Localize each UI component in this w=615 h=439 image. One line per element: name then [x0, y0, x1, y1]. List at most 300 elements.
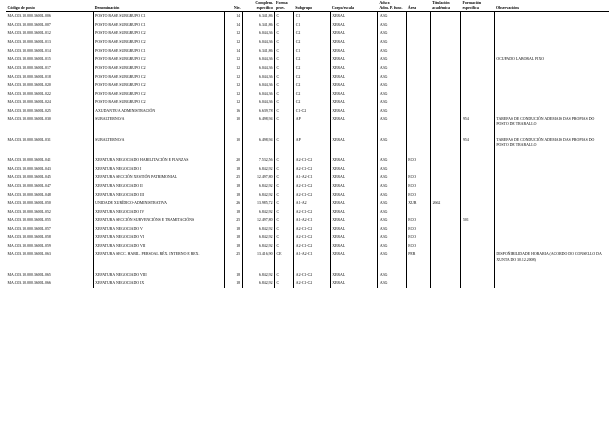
cell-position-denomination: POSTO BASE SUBGRUPO C1: [93, 12, 225, 21]
cell-public-admin-attachment: A3G: [378, 216, 406, 225]
cell-position-level: 25: [225, 250, 242, 271]
table-row: [6, 182, 609, 191]
cell-public-admin-attachment: A3G: [378, 21, 406, 30]
cell-position-denomination: XEFATURA NEGOCIADO II: [93, 182, 225, 191]
cell-position-denomination: XEFATURA NEGOCIADO VII: [93, 242, 225, 251]
cell-provision-form: C: [275, 64, 294, 73]
cell-academic-qualification: [431, 242, 461, 251]
table-row: [6, 136, 609, 157]
cell-provision-form: C: [275, 107, 294, 116]
cell-provision-form: C: [275, 29, 294, 38]
cell-position-level: 25: [225, 216, 242, 225]
cell-specific-training: 501: [461, 216, 494, 225]
cell-observations: [494, 90, 609, 99]
cell-position-level: 14: [225, 12, 242, 21]
cell-position-level: 18: [225, 233, 242, 242]
table-row: [6, 98, 609, 107]
cell-position-level: 14: [225, 46, 242, 55]
cell-specific-complement: 13.416,90: [242, 250, 274, 271]
cell-public-admin-attachment: A3G: [378, 38, 406, 47]
cell-observations: [494, 72, 609, 81]
cell-specific-training: [461, 165, 494, 174]
cell-public-admin-attachment: A3G: [378, 55, 406, 64]
header-nivel: [225, 0, 242, 12]
cell-subgroup: C2: [294, 55, 330, 64]
cell-position-denomination: POSTO BASE SUBGRUPO C2: [93, 81, 225, 90]
cell-academic-qualification: [431, 29, 461, 38]
cell-specific-complement: 6.639,78: [242, 107, 274, 116]
cell-specific-training: [461, 29, 494, 38]
cell-specific-complement: 6.044,36: [242, 29, 274, 38]
cell-position-denomination: XEFATURA NEGOCIADO III: [93, 190, 225, 199]
cell-subgroup: A1-A2-C1: [294, 250, 330, 271]
cell-provision-form: C: [275, 225, 294, 234]
cell-specific-training: [461, 21, 494, 30]
cell-functional-area: PER: [406, 250, 430, 271]
cell-subgroup: A2-C1-C2: [294, 271, 330, 280]
header-denominacion-label: Denominación: [94, 5, 120, 10]
cell-corps-scale: XERAL: [330, 64, 378, 73]
cell-specific-complement: 12.497,80: [242, 173, 274, 182]
cell-specific-training: [461, 90, 494, 99]
cell-specific-complement: 6.044,36: [242, 72, 274, 81]
cell-provision-form: C: [275, 115, 294, 136]
cell-provision-form: C: [275, 242, 294, 251]
cell-corps-scale: XERAL: [330, 225, 378, 234]
cell-observations: [494, 29, 609, 38]
cell-specific-complement: 13.985,72: [242, 199, 274, 208]
cell-functional-area: [406, 279, 430, 288]
cell-specific-training: 954: [461, 115, 494, 136]
cell-specific-training: [461, 250, 494, 271]
cell-provision-form: C: [275, 98, 294, 107]
cell-corps-scale: XERAL: [330, 173, 378, 182]
cell-public-admin-attachment: A3G: [378, 225, 406, 234]
cell-position-code: MA.C03.10.000.3600L.031: [7, 137, 51, 142]
cell-subgroup: AP: [294, 115, 330, 136]
cell-position-level: 12: [225, 90, 242, 99]
cell-provision-form: CE: [275, 250, 294, 271]
cell-position-code: MA.C03.10.000.3600L.059: [7, 243, 51, 248]
cell-academic-qualification: [431, 279, 461, 288]
cell-academic-qualification: [431, 55, 461, 64]
table-row: [6, 90, 609, 99]
cell-corps-scale: XERAL: [330, 46, 378, 55]
cell-position-code: MA.C03.10.000.3600L.058: [7, 235, 51, 240]
cell-academic-qualification: 2662: [431, 199, 461, 208]
cell-subgroup: A1-A2-C1: [294, 173, 330, 182]
cell-provision-form: C: [275, 156, 294, 165]
header-codigo-label: Código de posto: [7, 5, 35, 10]
cell-observations: DISPOÑIBILIDADE HORARIA (ACORDO DO CONSELLO DA XUNTA DO 30.12.2008): [494, 250, 609, 271]
header-titulacion-line1: Titulación: [432, 0, 450, 5]
cell-position-code: MA.C03.10.000.3600L.024: [7, 100, 51, 105]
cell-subgroup: C1: [294, 12, 330, 21]
table-row: [6, 190, 609, 199]
cell-position-code: MA.C03.10.000.3600L.048: [7, 192, 51, 197]
cell-public-admin-attachment: A3G: [378, 115, 406, 136]
cell-academic-qualification: [431, 225, 461, 234]
cell-academic-qualification: [431, 233, 461, 242]
cell-public-admin-attachment: A3G: [378, 107, 406, 116]
cell-corps-scale: XERAL: [330, 98, 378, 107]
table-row: [6, 107, 609, 116]
cell-specific-complement: 6.044,36: [242, 98, 274, 107]
cell-specific-complement: 6.044,36: [242, 90, 274, 99]
header-corpo-label: Corpo/escala: [331, 5, 354, 10]
cell-academic-qualification: [431, 12, 461, 21]
cell-position-level: 20: [225, 156, 242, 165]
cell-functional-area: [406, 90, 430, 99]
cell-corps-scale: XERAL: [330, 107, 378, 116]
cell-corps-scale: XERAL: [330, 165, 378, 174]
cell-academic-qualification: [431, 271, 461, 280]
cell-specific-complement: 6.842,92: [242, 207, 274, 216]
cell-position-denomination: AXUDANTE/A ADMINISTRACIÓN: [93, 107, 225, 116]
cell-academic-qualification: [431, 190, 461, 199]
cell-specific-complement: 6.341,86: [242, 46, 274, 55]
header-row: [6, 0, 609, 12]
header-nivel-label: Niv.: [233, 5, 241, 10]
cell-position-level: 12: [225, 29, 242, 38]
cell-functional-area: [406, 107, 430, 116]
cell-corps-scale: XERAL: [330, 182, 378, 191]
cell-corps-scale: XERAL: [330, 190, 378, 199]
cell-position-denomination: POSTO BASE SUBGRUPO C2: [93, 38, 225, 47]
cell-observations: [494, 38, 609, 47]
cell-provision-form: C: [275, 165, 294, 174]
table-row: [6, 81, 609, 90]
table-row: [6, 250, 609, 271]
cell-observations: [494, 242, 609, 251]
cell-specific-training: [461, 156, 494, 165]
cell-specific-training: [461, 46, 494, 55]
cell-academic-qualification: [431, 156, 461, 165]
cell-corps-scale: XERAL: [330, 242, 378, 251]
header-area: [406, 0, 430, 12]
cell-observations: [494, 12, 609, 21]
cell-provision-form: C: [275, 46, 294, 55]
cell-academic-qualification: [431, 46, 461, 55]
cell-functional-area: ECO: [406, 225, 430, 234]
table-row: [6, 115, 609, 136]
table-row: [6, 12, 609, 21]
cell-functional-area: [406, 72, 430, 81]
cell-corps-scale: XERAL: [330, 90, 378, 99]
cell-subgroup: A2-C1-C2: [294, 207, 330, 216]
cell-position-code: MA.C03.10.000.3600L.066: [7, 281, 51, 286]
cell-position-code: MA.C03.10.000.3600L.047: [7, 183, 51, 188]
cell-specific-complement: 6.044,36: [242, 64, 274, 73]
cell-position-level: 12: [225, 55, 242, 64]
cell-position-denomination: SUBALTERNO/A: [93, 115, 225, 136]
cell-subgroup: C2: [294, 98, 330, 107]
cell-subgroup: A2-C1-C2: [294, 182, 330, 191]
cell-subgroup: C2: [294, 90, 330, 99]
header-subgrupo-label: Subgrupo: [295, 5, 313, 10]
table-row: [6, 199, 609, 208]
cell-position-denomination: XEFATURA SECC. HABIL. PERSOAL RÉX. INTERNO E REX.: [93, 250, 225, 271]
header-adscricion-line1: Adscr.: [379, 0, 391, 5]
cell-corps-scale: XERAL: [330, 250, 378, 271]
cell-provision-form: C: [275, 72, 294, 81]
cell-provision-form: C: [275, 173, 294, 182]
cell-corps-scale: XERAL: [330, 115, 378, 136]
cell-specific-complement: 6.842,92: [242, 279, 274, 288]
cell-position-code: MA.C03.10.000.3600L.007: [7, 22, 51, 27]
cell-observations: [494, 64, 609, 73]
cell-academic-qualification: [431, 64, 461, 73]
cell-position-code: MA.C03.10.000.3600L.022: [7, 91, 51, 96]
cell-specific-complement: 6.842,92: [242, 182, 274, 191]
cell-specific-complement: 6.842,92: [242, 233, 274, 242]
header-observacions: [494, 0, 609, 12]
cell-position-level: 18: [225, 225, 242, 234]
cell-provision-form: C: [275, 12, 294, 21]
cell-corps-scale: XERAL: [330, 38, 378, 47]
cell-public-admin-attachment: A3G: [378, 136, 406, 157]
cell-public-admin-attachment: A3G: [378, 233, 406, 242]
cell-academic-qualification: [431, 81, 461, 90]
header-complemento: [242, 0, 274, 12]
cell-functional-area: ECO: [406, 242, 430, 251]
cell-position-level: 10: [225, 115, 242, 136]
cell-corps-scale: XERAL: [330, 271, 378, 280]
cell-provision-form: C: [275, 216, 294, 225]
cell-specific-complement: 6.842,92: [242, 242, 274, 251]
cell-functional-area: ECO: [406, 190, 430, 199]
cell-observations: [494, 271, 609, 280]
cell-specific-training: [461, 225, 494, 234]
cell-position-level: 26: [225, 199, 242, 208]
cell-public-admin-attachment: A3G: [378, 98, 406, 107]
cell-position-code: MA.C03.10.000.3600L.015: [7, 57, 51, 62]
cell-position-code: MA.C03.10.000.3600L.018: [7, 74, 51, 79]
cell-position-denomination: POSTO BASE SUBGRUPO C2: [93, 98, 225, 107]
cell-position-code: MA.C03.10.000.3600L.020: [7, 83, 51, 88]
header-forma-line1: Forma: [276, 0, 288, 5]
header-formacion-line1: Formación: [462, 0, 482, 5]
cell-position-denomination: XEFATURA SECCIÓN SUBVENCIÓNS E TRAMITACIÓNS: [93, 216, 225, 225]
cell-position-denomination: POSTO BASE SUBGRUPO C2: [93, 64, 225, 73]
cell-position-code: MA.C03.10.000.3600L.065: [7, 272, 51, 277]
cell-position-denomination: POSTO BASE SUBGRUPO C1: [93, 21, 225, 30]
cell-subgroup: A2-C1-C2: [294, 165, 330, 174]
cell-public-admin-attachment: A3G: [378, 165, 406, 174]
cell-functional-area: [406, 38, 430, 47]
cell-functional-area: [406, 29, 430, 38]
cell-public-admin-attachment: A3G: [378, 81, 406, 90]
cell-provision-form: C: [275, 190, 294, 199]
cell-specific-training: [461, 55, 494, 64]
cell-functional-area: [406, 46, 430, 55]
cell-specific-training: [461, 242, 494, 251]
cell-specific-complement: 6.842,92: [242, 271, 274, 280]
cell-position-code: MA.C03.10.000.3600L.017: [7, 66, 51, 71]
cell-functional-area: [406, 271, 430, 280]
cell-corps-scale: XERAL: [330, 156, 378, 165]
table-row: [6, 21, 609, 30]
cell-academic-qualification: [431, 165, 461, 174]
table-row: [6, 156, 609, 165]
cell-position-code: MA.C03.10.000.3600L.050: [7, 201, 51, 206]
cell-provision-form: C: [275, 81, 294, 90]
cell-public-admin-attachment: A3G: [378, 46, 406, 55]
cell-provision-form: C: [275, 233, 294, 242]
cell-functional-area: [406, 207, 430, 216]
header-complemento-line1: Complem.: [255, 0, 274, 5]
cell-position-code: MA.C03.10.000.3600L.012: [7, 31, 51, 36]
cell-specific-training: [461, 271, 494, 280]
cell-corps-scale: XERAL: [330, 136, 378, 157]
table-header: [6, 0, 609, 12]
cell-functional-area: ECO: [406, 156, 430, 165]
cell-corps-scale: XERAL: [330, 216, 378, 225]
cell-subgroup: C1-C2: [294, 107, 330, 116]
header-forma: [275, 0, 294, 12]
header-observacions-label: Observacións: [495, 5, 520, 10]
cell-public-admin-attachment: A3G: [378, 271, 406, 280]
cell-academic-qualification: [431, 90, 461, 99]
cell-position-code: MA.C03.10.000.3600L.043: [7, 166, 51, 171]
table-row: [6, 207, 609, 216]
table-row: [6, 165, 609, 174]
cell-specific-training: [461, 98, 494, 107]
cell-position-code: MA.C03.10.000.3600L.030: [7, 117, 51, 122]
cell-subgroup: C1: [294, 21, 330, 30]
cell-position-denomination: POSTO BASE SUBGRUPO C2: [93, 72, 225, 81]
cell-position-denomination: UNIDADE XURÍDICO-ADMINISTRATIVA: [93, 199, 225, 208]
table-body: [6, 12, 609, 288]
cell-public-admin-attachment: A3G: [378, 250, 406, 271]
header-denominacion: [93, 0, 225, 12]
cell-position-code: MA.C03.10.000.3600L.052: [7, 209, 51, 214]
cell-subgroup: A2-C1-C2: [294, 225, 330, 234]
cell-academic-qualification: [431, 98, 461, 107]
cell-academic-qualification: [431, 250, 461, 271]
cell-provision-form: C: [275, 182, 294, 191]
cell-public-admin-attachment: A3G: [378, 190, 406, 199]
cell-specific-complement: 6.341,86: [242, 21, 274, 30]
cell-specific-complement: 6.498,94: [242, 136, 274, 157]
cell-provision-form: C: [275, 199, 294, 208]
cell-specific-training: [461, 207, 494, 216]
cell-specific-training: [461, 199, 494, 208]
cell-specific-complement: 6.044,36: [242, 81, 274, 90]
header-corpo: [330, 0, 378, 12]
cell-observations: [494, 107, 609, 116]
cell-public-admin-attachment: A3G: [378, 64, 406, 73]
cell-specific-complement: 6.842,92: [242, 190, 274, 199]
cell-public-admin-attachment: A3G: [378, 90, 406, 99]
cell-corps-scale: XERAL: [330, 55, 378, 64]
cell-position-level: 16: [225, 107, 242, 116]
cell-provision-form: C: [275, 207, 294, 216]
cell-specific-complement: 6.044,36: [242, 38, 274, 47]
cell-functional-area: [406, 98, 430, 107]
cell-position-denomination: XEFATURA SECCIÓN XESTIÓN PATRIMONIAL: [93, 173, 225, 182]
cell-provision-form: C: [275, 90, 294, 99]
cell-position-level: 18: [225, 271, 242, 280]
cell-subgroup: C2: [294, 72, 330, 81]
cell-observations: TAREFAS DE CONDUCIÓN ADEMAIS DAS PROPIAS DO POSTO DE TRABALLO: [494, 136, 609, 157]
cell-specific-training: [461, 173, 494, 182]
cell-corps-scale: XERAL: [330, 29, 378, 38]
cell-observations: [494, 182, 609, 191]
cell-functional-area: [406, 64, 430, 73]
cell-position-denomination: XEFATURA NEGOCIADO I: [93, 165, 225, 174]
cell-position-code: MA.C03.10.000.3600L.063: [7, 252, 51, 257]
cell-corps-scale: XERAL: [330, 21, 378, 30]
cell-subgroup: A2-C1-C2: [294, 233, 330, 242]
cell-functional-area: ECO: [406, 233, 430, 242]
cell-provision-form: C: [275, 279, 294, 288]
cell-position-level: 18: [225, 207, 242, 216]
cell-corps-scale: XERAL: [330, 72, 378, 81]
cell-position-level: 10: [225, 136, 242, 157]
cell-position-level: 14: [225, 21, 242, 30]
cell-position-denomination: XEFATURA NEGOCIADO HABILITACIÓN E FIANZAS: [93, 156, 225, 165]
cell-subgroup: A2-C1-C2: [294, 190, 330, 199]
cell-functional-area: [406, 21, 430, 30]
cell-position-denomination: SUBALTERNO/A: [93, 136, 225, 157]
cell-provision-form: C: [275, 38, 294, 47]
cell-observations: [494, 233, 609, 242]
cell-specific-complement: 6.498,94: [242, 115, 274, 136]
cell-observations: [494, 165, 609, 174]
cell-provision-form: C: [275, 136, 294, 157]
table-row: [6, 72, 609, 81]
cell-specific-complement: 6.341,86: [242, 12, 274, 21]
table-row: [6, 173, 609, 182]
cell-academic-qualification: [431, 136, 461, 157]
cell-observations: [494, 81, 609, 90]
cell-specific-training: [461, 233, 494, 242]
cell-position-code: MA.C03.10.000.3600L.045: [7, 175, 51, 180]
cell-specific-training: [461, 12, 494, 21]
cell-position-level: 18: [225, 165, 242, 174]
header-adscricion-line2: Adm. P.: [379, 5, 393, 10]
table-row: [6, 38, 609, 47]
cell-subgroup: A2-C1-C2: [294, 156, 330, 165]
cell-observations: [494, 199, 609, 208]
cell-academic-qualification: [431, 115, 461, 136]
cell-subgroup: A1-A2-C1: [294, 216, 330, 225]
cell-functional-area: [406, 165, 430, 174]
cell-specific-complement: 7.532,56: [242, 156, 274, 165]
cell-specific-training: [461, 38, 494, 47]
cell-subgroup: C2: [294, 64, 330, 73]
header-formacion-line2: específica: [462, 5, 479, 10]
cell-position-denomination: XEFATURA NEGOCIADO V: [93, 225, 225, 234]
cell-academic-qualification: [431, 72, 461, 81]
table-row: [6, 29, 609, 38]
cell-corps-scale: XERAL: [330, 81, 378, 90]
cell-specific-complement: 12.497,80: [242, 216, 274, 225]
cell-subgroup: C2: [294, 81, 330, 90]
cell-specific-complement: 6.044,36: [242, 55, 274, 64]
cell-corps-scale: XERAL: [330, 12, 378, 21]
cell-subgroup: A2-C1-C2: [294, 279, 330, 288]
cell-position-denomination: XEFATURA NEGOCIADO IV: [93, 207, 225, 216]
cell-position-level: 12: [225, 64, 242, 73]
cell-academic-qualification: [431, 107, 461, 116]
table-row: [6, 46, 609, 55]
cell-subgroup: A1-A2: [294, 199, 330, 208]
cell-public-admin-attachment: A3G: [378, 156, 406, 165]
cell-position-level: 12: [225, 98, 242, 107]
cell-functional-area: [406, 12, 430, 21]
